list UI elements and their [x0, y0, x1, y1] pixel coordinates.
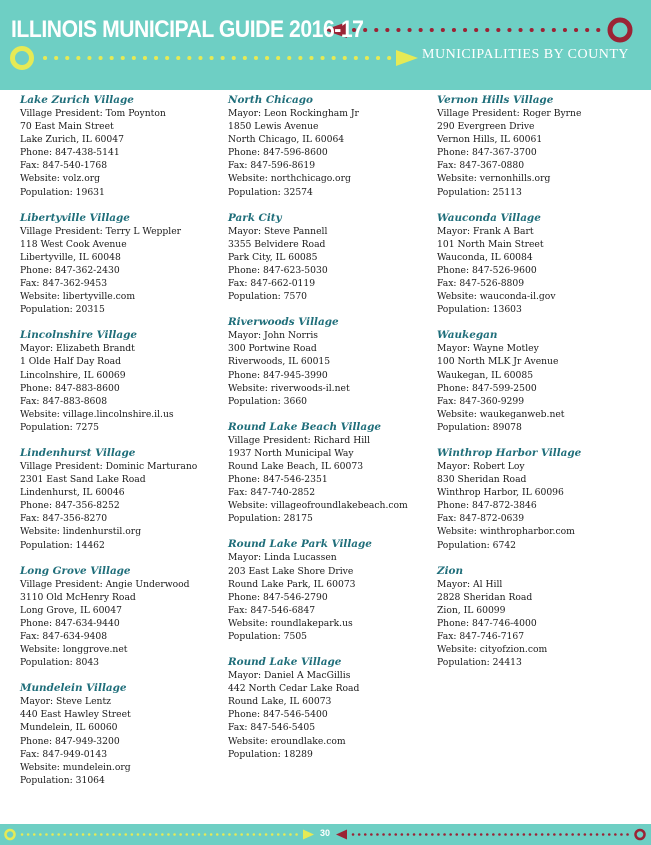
- address-line: 3110 Old McHenry Road: [20, 591, 136, 603]
- page-number: 30: [319, 828, 330, 838]
- phone-line: Phone: 847-362-2430: [20, 264, 120, 276]
- address-line: 101 North Main Street: [437, 238, 544, 250]
- fax-line: Fax: 847-872-0639: [437, 513, 525, 525]
- fax-line: Fax: 847-662-0119: [228, 278, 316, 290]
- fax-line: Fax: 847-360-9299: [437, 395, 525, 407]
- city-line: Lincolnshire, IL 60069: [20, 369, 126, 381]
- website-line: Website: longgrove.net: [20, 644, 128, 656]
- ring-icon: [6, 830, 15, 839]
- address-line: 1937 North Municipal Way: [228, 447, 354, 459]
- municipality-name: Round Lake Park Village: [228, 538, 372, 551]
- municipality-entry: [20, 212, 225, 317]
- municipality-name: Libertyville Village: [20, 211, 130, 224]
- population-line: Population: 7505: [228, 631, 308, 642]
- municipality-entry: [437, 212, 642, 317]
- city-line: Winthrop Harbor, IL 60096: [437, 487, 564, 499]
- population-line: Population: 7275: [20, 421, 100, 433]
- official-line: Mayor: Wayne Motley: [437, 343, 539, 355]
- population-line: Population: 24413: [437, 657, 522, 669]
- column-3: [437, 94, 642, 682]
- fax-line: Fax: 847-883-8608: [20, 395, 108, 407]
- address-line: 2828 Sheridan Road: [437, 591, 533, 603]
- address-line: 1850 Lewis Avenue: [228, 121, 319, 133]
- city-line: Vernon Hills, IL 60061: [437, 134, 543, 146]
- website-line: Website: roundlakepark.us: [228, 617, 353, 629]
- municipality-entry: [437, 329, 642, 434]
- municipality-entry: [228, 94, 433, 199]
- municipality-name: Park City: [228, 211, 282, 224]
- population-line: Population: 8043: [20, 657, 100, 669]
- municipality-name: Zion: [437, 564, 464, 577]
- column-2: [228, 94, 433, 774]
- header-decoration: [0, 0, 651, 90]
- population-line: Population: 28175: [228, 513, 313, 525]
- fax-line: Fax: 847-740-2852: [228, 487, 316, 499]
- municipality-entry: [20, 565, 225, 670]
- address-line: 300 Portwine Road: [228, 343, 317, 355]
- address-line: 1 Olde Half Day Road: [20, 356, 121, 368]
- ring-icon: [13, 49, 32, 68]
- website-line: Website: waukeganweb.net: [437, 408, 565, 420]
- city-line: Waukegan, IL 60085: [437, 369, 534, 381]
- address-line: 100 North MLK Jr Avenue: [437, 356, 559, 368]
- municipality-entry: [437, 565, 642, 670]
- column-1: [20, 94, 225, 800]
- official-line: Village President: Angie Underwood: [20, 578, 190, 590]
- phone-line: Phone: 847-883-8600: [20, 382, 120, 394]
- city-line: Zion, IL 60099: [437, 604, 506, 616]
- municipality-entry: [20, 447, 225, 552]
- website-line: Website: northchicago.org: [228, 173, 351, 185]
- address-line: 203 East Lake Shore Drive: [228, 565, 354, 577]
- phone-line: Phone: 847-546-5400: [228, 709, 328, 721]
- official-line: Mayor: Daniel A MacGillis: [228, 670, 351, 682]
- city-line: Wauconda, IL 60084: [437, 251, 533, 263]
- phone-line: Phone: 847-356-8252: [20, 500, 120, 512]
- official-line: Mayor: Elizabeth Brandt: [20, 343, 135, 355]
- official-line: Village President: Roger Byrne: [437, 108, 582, 119]
- ring-icon: [636, 830, 645, 839]
- city-line: Lake Zurich, IL 60047: [20, 134, 124, 146]
- municipality-entry: [228, 656, 433, 761]
- phone-line: Phone: 847-634-9440: [20, 617, 120, 629]
- address-line: 440 East Hawley Street: [20, 709, 131, 721]
- official-line: Mayor: John Norris: [228, 330, 318, 342]
- municipality-name: Round Lake Village: [228, 656, 342, 669]
- municipality-name: Winthrop Harbor Village: [437, 446, 582, 459]
- website-line: Website: winthropharbor.com: [437, 526, 575, 538]
- phone-line: Phone: 847-546-2790: [228, 591, 328, 603]
- official-line: Mayor: Frank A Bart: [437, 225, 534, 237]
- phone-line: Phone: 847-599-2500: [437, 382, 537, 394]
- municipality-entry: [20, 329, 225, 434]
- population-line: Population: 31064: [20, 774, 105, 786]
- population-line: Population: 7570: [228, 291, 308, 303]
- municipality-entry: [20, 682, 225, 787]
- fax-line: Fax: 847-949-0143: [20, 748, 108, 760]
- official-line: Mayor: Steve Pannell: [228, 225, 328, 237]
- municipality-entry: [437, 447, 642, 552]
- official-line: Mayor: Steve Lentz: [20, 696, 111, 708]
- phone-line: Phone: 847-945-3990: [228, 369, 328, 381]
- address-line: 118 West Cook Avenue: [20, 238, 127, 250]
- fax-line: Fax: 847-546-5405: [228, 722, 316, 734]
- municipality-entry: [228, 538, 433, 643]
- guide-title: ILLINOIS MUNICIPAL GUIDE 2016-17: [11, 16, 364, 43]
- city-line: Libertyville, IL 60048: [20, 251, 121, 263]
- population-line: Population: 20315: [20, 304, 105, 316]
- website-line: Website: riverwoods-il.net: [228, 382, 350, 394]
- phone-line: Phone: 847-746-4000: [437, 617, 537, 629]
- official-line: Village President: Terry L Weppler: [20, 225, 182, 237]
- population-line: Population: 25113: [437, 186, 522, 198]
- address-line: 70 East Main Street: [20, 121, 114, 133]
- municipality-entry: [228, 316, 433, 408]
- official-line: Mayor: Robert Loy: [437, 460, 525, 472]
- address-line: 290 Evergreen Drive: [437, 121, 535, 133]
- phone-line: Phone: 847-367-3700: [437, 147, 537, 159]
- fax-line: Fax: 847-526-8809: [437, 278, 525, 290]
- population-line: Population: 18289: [228, 748, 313, 760]
- website-line: Website: lindenhurstil.org: [20, 526, 142, 538]
- official-line: Village President: Richard Hill: [228, 434, 371, 446]
- official-line: Mayor: Al Hill: [437, 578, 503, 590]
- page-header: [0, 0, 651, 90]
- phone-line: Phone: 847-596-8600: [228, 147, 328, 159]
- population-line: Population: 3660: [228, 395, 308, 407]
- population-line: Population: 89078: [437, 421, 522, 433]
- website-line: Website: eroundlake.com: [228, 735, 346, 747]
- address-line: 442 North Cedar Lake Road: [228, 683, 360, 695]
- municipality-name: Waukegan: [437, 329, 498, 342]
- fax-line: Fax: 847-546-6847: [228, 604, 316, 616]
- ring-icon: [610, 20, 630, 40]
- population-line: Population: 14462: [20, 539, 105, 551]
- fax-line: Fax: 847-540-1768: [20, 160, 108, 172]
- city-line: Riverwoods, IL 60015: [228, 356, 331, 368]
- city-line: Round Lake Beach, IL 60073: [228, 460, 364, 472]
- section-title: MUNICIPALITIES BY COUNTY: [422, 47, 629, 62]
- address-line: 2301 East Sand Lake Road: [20, 474, 146, 486]
- website-line: Website: vernonhills.org: [437, 173, 551, 185]
- municipality-name: North Chicago: [228, 94, 313, 106]
- fax-line: Fax: 847-362-9453: [20, 278, 108, 290]
- city-line: Round Lake Park, IL 60073: [228, 578, 356, 590]
- city-line: Park City, IL 60085: [228, 251, 318, 263]
- website-line: Website: wauconda-il.gov: [437, 291, 556, 303]
- population-line: Population: 32574: [228, 186, 313, 198]
- municipality-name: Wauconda Village: [437, 211, 541, 224]
- fax-line: Fax: 847-367-0880: [437, 160, 525, 172]
- phone-line: Phone: 847-438-5141: [20, 147, 120, 159]
- municipality-name: Lake Zurich Village: [20, 94, 134, 106]
- fax-line: Fax: 847-746-7167: [437, 631, 525, 642]
- municipality-name: Lindenhurst Village: [20, 446, 136, 459]
- municipality-entry: [437, 94, 642, 199]
- official-line: Mayor: Linda Lucassen: [228, 552, 337, 564]
- municipality-entry: [228, 212, 433, 304]
- municipality-name: Lincolnshire Village: [20, 329, 137, 342]
- city-line: Lindenhurst, IL 60046: [20, 487, 125, 499]
- phone-line: Phone: 847-949-3200: [20, 735, 120, 747]
- municipality-name: Long Grove Village: [20, 564, 131, 577]
- city-line: North Chicago, IL 60064: [228, 134, 345, 146]
- website-line: Website: libertyville.com: [20, 291, 136, 303]
- fax-line: Fax: 847-634-9408: [20, 631, 108, 642]
- official-line: Village President: Dominic Marturano: [20, 460, 198, 472]
- municipality-name: Vernon Hills Village: [437, 94, 554, 106]
- city-line: Mundelein, IL 60060: [20, 722, 118, 734]
- official-line: Village President: Tom Poynton: [20, 108, 166, 119]
- official-line: Mayor: Leon Rockingham Jr: [228, 108, 359, 119]
- website-line: Website: mundelein.org: [20, 761, 131, 773]
- website-line: Website: village.lincolnshire.il.us: [20, 408, 174, 420]
- phone-line: Phone: 847-623-5030: [228, 264, 328, 276]
- municipality-name: Riverwoods Village: [228, 316, 339, 329]
- phone-line: Phone: 847-526-9600: [437, 264, 537, 276]
- population-line: Population: 6742: [437, 539, 517, 551]
- address-line: 3355 Belvidere Road: [228, 238, 326, 250]
- website-line: Website: villageofroundlakebeach.com: [228, 500, 408, 512]
- population-line: Population: 13603: [437, 304, 522, 316]
- municipality-entry: [20, 94, 225, 199]
- phone-line: Phone: 847-546-2351: [228, 474, 328, 486]
- fax-line: Fax: 847-356-8270: [20, 513, 108, 525]
- phone-line: Phone: 847-872-3846: [437, 500, 537, 512]
- municipality-entry: [228, 421, 433, 526]
- population-line: Population: 19631: [20, 186, 105, 198]
- city-line: Round Lake, IL 60073: [228, 696, 332, 708]
- fax-line: Fax: 847-596-8619: [228, 160, 316, 172]
- arrow-right-icon: [396, 50, 418, 66]
- municipality-name: Mundelein Village: [20, 682, 127, 695]
- website-line: Website: volz.org: [20, 173, 101, 185]
- address-line: 830 Sheridan Road: [437, 474, 527, 486]
- city-line: Long Grove, IL 60047: [20, 604, 122, 616]
- municipality-name: Round Lake Beach Village: [228, 420, 381, 433]
- website-line: Website: cityofzion.com: [437, 644, 548, 656]
